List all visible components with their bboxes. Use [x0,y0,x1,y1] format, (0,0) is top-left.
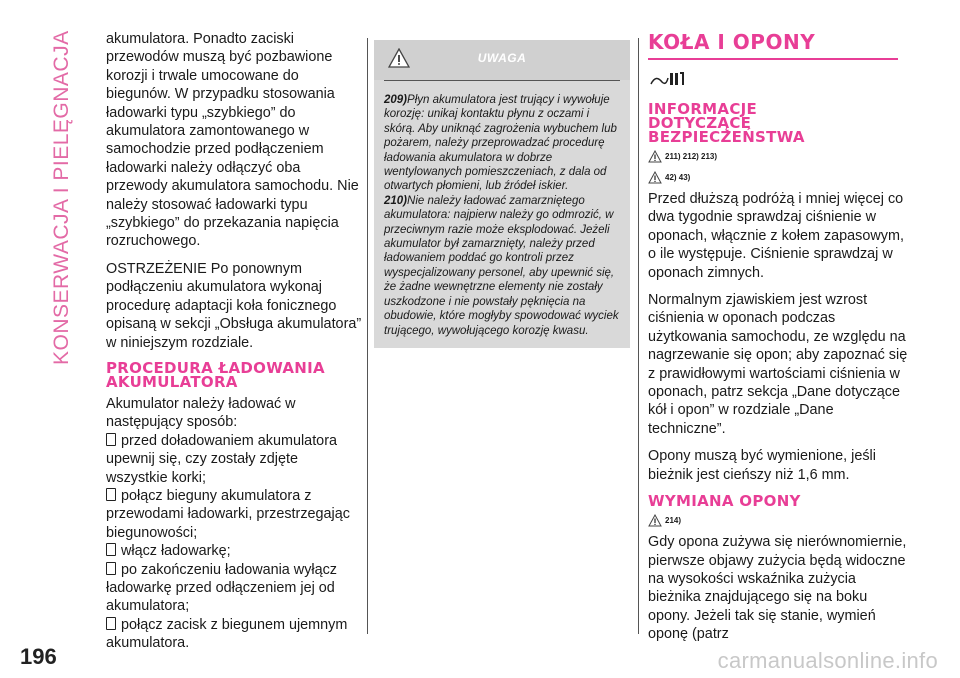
chapter-heading: KOŁA I OPONY [648,30,816,54]
checkbox-bullet-icon [106,617,116,630]
section-side-tab: KONSERWACJA I PIELĘGNACJA [50,30,73,365]
checkbox-bullet-icon [106,543,116,556]
column-divider [638,38,639,634]
warning-box [374,40,630,348]
list-item: przed doładowaniem akumulatora upewnij się, czy zostały zdjęte wszystkie korki; [106,432,337,486]
reference: 42) 43) [648,171,910,184]
paragraph: Normalnym zjawiskiem jest wzrost ciśnienia w oponach podczas użytkowania samochodu, ze względu na nagrzewanie się opon; aby zapoznać się z prawidłowymi wartościami ciśnienia w oponach, patrz sekcja „Dane dotyczące kół i opon” w rozdziale „Dane techniczne”. [648,292,908,437]
tire-symbol-icon [648,70,910,92]
checkbox-bullet-icon [106,433,116,446]
page-number: 196 [20,644,57,669]
warning-note: 210)Nie należy ładować zamarzniętego akumulatora: najpierw należy go odmrozić, w przeciwnym razie może eksplodować. Jeżeli akumulator był zamarznięty, należy przed ładowaniem poddać go kontroli przez wyspecjalizowany personel, aby upewnić się, że żadne wewnętrzne elementy nie zostały uszkodzone i nie powstały pęknięcia na obudowie, które mogłyby spowodować wyciek trującego, wywołującego korozję kwasu. [384,194,619,337]
section-heading: WYMIANA OPONY [648,492,801,511]
column-divider [367,38,368,634]
warning-header [374,40,630,80]
section-heading: PROCEDURA ŁADOWANIA AKUMULATORA [106,358,325,391]
paragraph: Przed dłuższą podróżą i mniej więcej co dwa tygodnie sprawdzaj ciśnienie w oponach, włącznie z kołem zapasowym, o ile występuje. Ciśnienie sprawdzaj w oponach zimnych. [648,191,904,281]
section-heading: INFORMACJE DOTYCZĄCE BEZPIECZEŃSTWA [648,100,805,146]
watermark: carmanualsonline.info [717,648,938,673]
warning-body [374,81,630,348]
reference: 214) [648,514,910,527]
paragraph: Opony muszą być wymienione, jeśli bieżnik jest cieńszy niż 1,6 mm. [648,448,876,483]
list-item: włącz ładowarkę; [106,542,362,560]
warning-title: UWAGA [477,51,527,65]
caution-triangle-icon [648,171,662,184]
paragraph: akumulatora. Ponadto zaciski przewodów muszą być pozbawione korozji i trwale umocowane do biegunów. W przypadku stosowania ładowarki typu „szybkiego” do akumulatora zamontowanego w samochodzie przed podłączeniem ładowarki należy odłączyć oba przewody akumulatora samochodu. Nie należy stosować ładowarki typu „szybkiego” do przekazania napięcia rozruchowego. [106,31,359,250]
warning-triangle-icon [648,150,662,163]
checkbox-bullet-icon [106,562,116,575]
column-2 [374,40,630,348]
column-1 [106,30,362,653]
list-item: połącz bieguny akumulatora z przewodami ładowarki, przestrzegając biegunowości; [106,487,350,541]
checkbox-bullet-icon [106,488,116,501]
warning-triangle-icon [648,514,662,527]
heading-rule [648,58,898,60]
list-item: po zakończeniu ładowania wyłącz ładowarkę przed odłączeniem jej od akumulatora; [106,561,337,615]
warning-note: 209)Płyn akumulatora jest trujący i wywołuje korozję: unikaj kontaktu płynu z oczami i skórą. Aby uniknąć zagrożenia wybuchem lub pożarem, należy przeprowadzać procedurę ładowania akumulatora w dobrze wentylowanych pomieszczeniach, z dala od otwartych płomieni, lub źródeł iskier. [384,94,617,193]
paragraph: Akumulator należy ładować w następujący sposób: [106,395,296,431]
paragraph: Gdy opona zużywa się nierównomiernie, pierwsze objawy zużycia będą widoczne na wysokości wskaźnika zużycia bieżnika znajdującego się na boku opony. Jeżeli tak się stanie, wymień oponę (patrz [648,534,907,643]
list-item: połącz zacisk z biegunem ujemnym akumulatora. [106,616,348,652]
reference: 211) 212) 213) [648,150,910,163]
paragraph: OSTRZEŻENIE Po ponownym podłączeniu akumulatora wykonaj procedurę adaptacji koła fonicznego opisaną w sekcji „Obsługa akumulatora” w niniejszym rozdziale. [106,260,362,351]
column-3 [648,30,910,653]
